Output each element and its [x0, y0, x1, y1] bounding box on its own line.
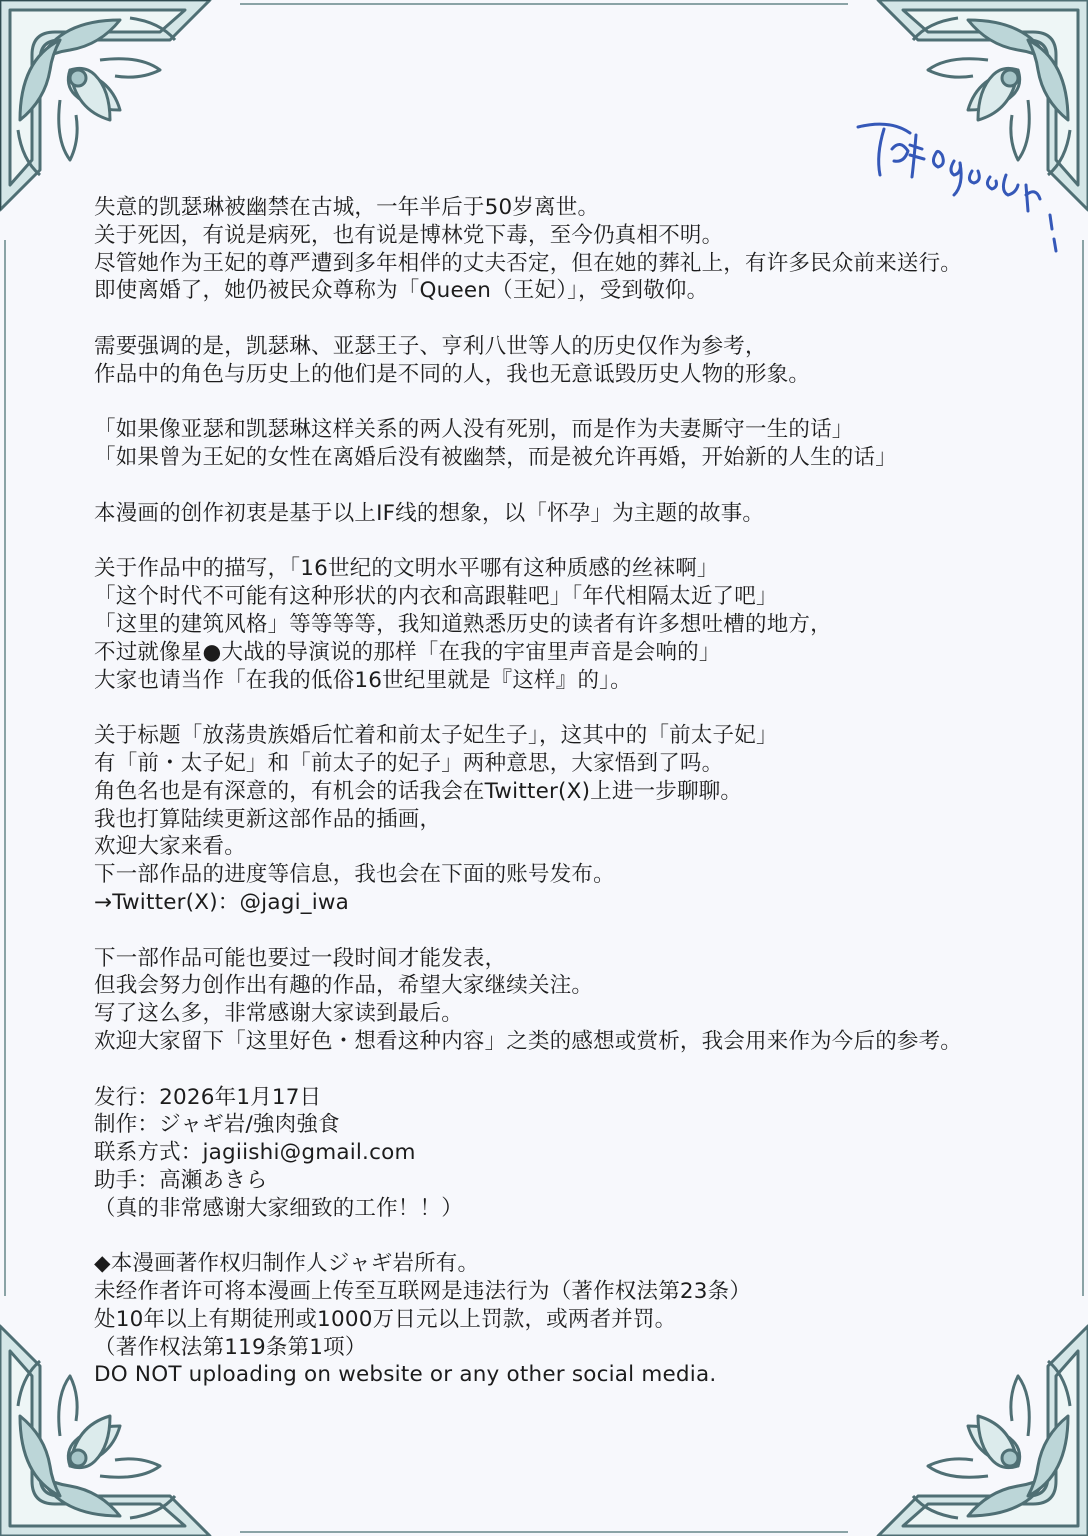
paragraph-title-and-updates — [94, 722, 1054, 917]
text-line: 作品中的角色与历史上的他们是不同的人，我也无意诋毁历史人物的形象。 — [94, 361, 811, 387]
text-line: 角色名也是有深意的，有机会的话我会在Twitter(X)上进一步聊聊。 — [94, 778, 743, 804]
text-line: 有「前・太子妃」和「前太子的妃子」两种意思，大家悟到了吗。 — [94, 750, 724, 776]
text-line: （著作权法第119条第1项） — [94, 1334, 367, 1360]
text-line: 未经作者许可将本漫画上传至互联网是违法行为（著作权法第23条） — [94, 1279, 752, 1305]
text-line: 「如果像亚瑟和凯瑟琳这样关系的两人没有死别，而是作为夫妻厮守一生的话」 — [94, 417, 854, 443]
afterword-text — [94, 194, 1054, 1389]
text-line: 「如果曾为王妃的女性在离婚后没有被幽禁，而是被允许再婚，开始新的人生的话」 — [94, 445, 897, 471]
text-line: 关于作品中的描写，「16世纪的文明水平哪有这种质感的丝袜啊」 — [94, 556, 719, 582]
text-line: 不过就像星●大战的导演说的那样「在我的宇宙里声音是会响的」 — [94, 639, 721, 665]
text-line: 欢迎大家留下「这里好色・想看这种内容」之类的感想或赏析，我会用来作为今后的参考。 — [94, 1028, 963, 1054]
text-line: 关于标题「放荡贵族婚后忙着和前太子妃生子」，这其中的「前太子妃」 — [94, 723, 778, 749]
text-line: 即使离婚了，她仍被民众尊称为「Queen（王妃）」，受到敬仰。 — [94, 278, 709, 304]
assistant-credit: 助手：高瀬あきら — [94, 1167, 268, 1193]
text-line: 但我会努力创作出有趣的作品，希望大家继续关注。 — [94, 973, 594, 999]
paragraph-depiction-notes — [94, 555, 1054, 694]
text-line: ◆本漫画著作权归制作人ジャギ岩所有。 — [94, 1251, 480, 1277]
text-line: 下一部作品的进度等信息，我也会在下面的账号发布。 — [94, 862, 615, 888]
paragraph-closing-thanks — [94, 945, 1054, 1056]
text-line: 写了这么多，非常感谢大家读到最后。 — [94, 1001, 463, 1027]
frame-line-left — [4, 240, 6, 1296]
text-line: 本漫画的创作初衷是基于以上IF线的想象，以「怀孕」为主题的故事。 — [94, 500, 765, 526]
paragraph-ending-of-catherine — [94, 194, 1054, 305]
text-line: 我也打算陆续更新这部作品的插画， — [94, 806, 442, 832]
frame-line-bottom — [240, 1531, 848, 1533]
paragraph-credits — [94, 1084, 1054, 1223]
production-credit: 制作：ジャギ岩/強肉強食 — [94, 1112, 340, 1138]
paragraph-what-if — [94, 416, 1054, 472]
text-line: 需要强调的是，凯瑟琳、亚瑟王子、亨利八世等人的历史仅作为参考， — [94, 333, 767, 359]
text-line: （真的非常感谢大家细致的工作！！） — [94, 1195, 463, 1221]
frame-line-right — [1082, 240, 1084, 1296]
frame-line-top — [240, 3, 848, 5]
text-line: 欢迎大家来看。 — [94, 834, 246, 860]
text-line: 失意的凯瑟琳被幽禁在古城，一年半后于50岁离世。 — [94, 195, 600, 220]
text-line: 处10年以上有期徒刑或1000万日元以上罚款，或两者并罚。 — [94, 1306, 677, 1332]
text-line: 下一部作品可能也要过一段时间才能发表， — [94, 945, 507, 971]
text-line: 大家也请当作「在我的低俗16世纪里就是『这样』的」。 — [94, 667, 632, 693]
twitter-handle: →Twitter(X)：@jagi_iwa — [94, 889, 350, 915]
text-line: 尽管她作为王妃的尊严遭到多年相伴的丈夫否定，但在她的葬礼上，有许多民众前来送行。 — [94, 250, 963, 276]
paragraph-copyright — [94, 1250, 1054, 1389]
text-line: DO NOT uploading on website or any other social media. — [94, 1362, 717, 1388]
text-line: 「这个时代不可能有这种形状的内衣和高跟鞋吧」「年代相隔太近了吧」 — [94, 584, 778, 610]
text-line: 关于死因，有说是病死，也有说是博林党下毒，至今仍真相不明。 — [94, 222, 724, 248]
text-line: 「这里的建筑风格」等等等等，我知道熟悉历史的读者有许多想吐槽的地方， — [94, 611, 832, 637]
paragraph-creative-intent — [94, 500, 1054, 528]
publish-date: 发行：2026年1月17日 — [94, 1084, 322, 1110]
contact-email: 联系方式：jagiishi@gmail.com — [94, 1140, 416, 1166]
paragraph-history-disclaimer — [94, 333, 1054, 389]
